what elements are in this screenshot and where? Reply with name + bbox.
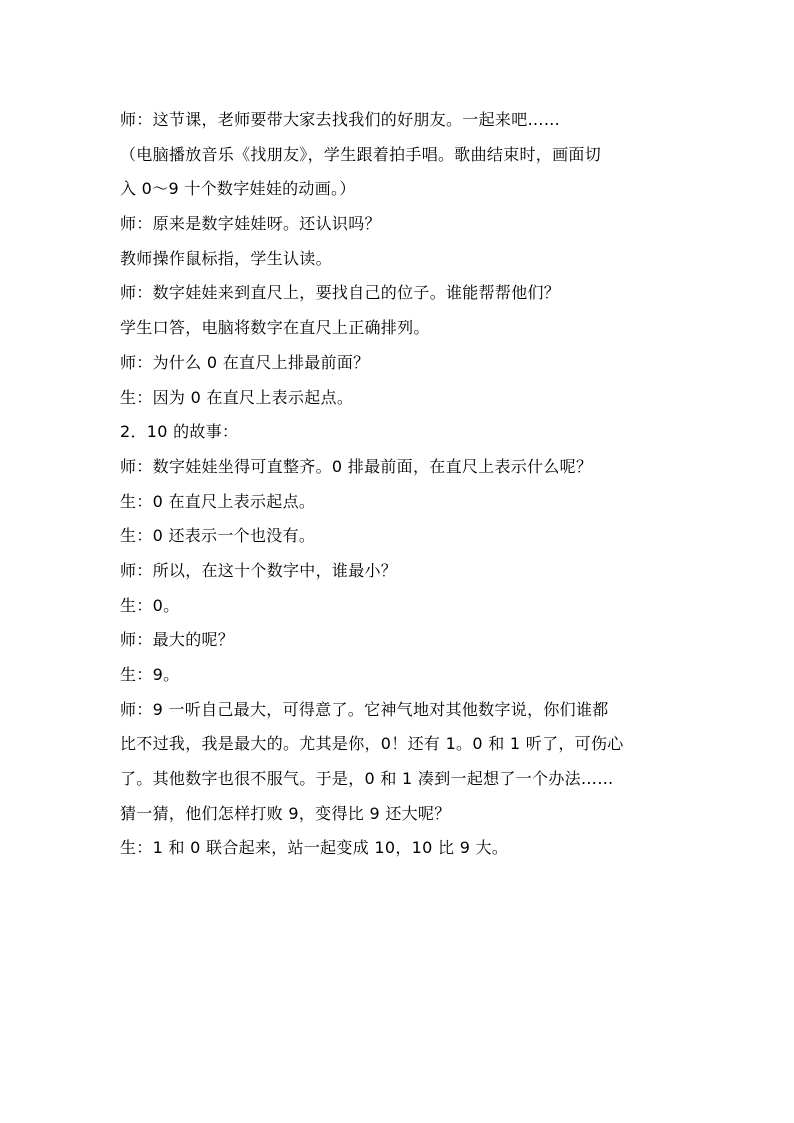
teacher-line: 师：所以，在这十个数字中，谁最小？	[120, 560, 398, 580]
student-line: 生：0 在直尺上表示起点。	[120, 491, 316, 511]
teacher-story-line-4: 猜一猜，他们怎样打败 9，变得比 9 还大呢？	[120, 803, 451, 823]
narration-line: 学生口答，电脑将数字在直尺上正确排列。	[120, 318, 430, 338]
stage-direction-line-2: 入 0～9 十个数字娃娃的动画。）	[120, 179, 356, 199]
teacher-story-line-3: 了。其他数字也很不服气。于是，0 和 1 凑到一起想了一个办法……	[120, 769, 614, 789]
teacher-line: 师：为什么 0 在直尺上排最前面？	[120, 352, 370, 372]
lesson-transcript	[120, 103, 680, 866]
student-line: 生：0。	[120, 595, 180, 615]
student-line: 生：因为 0 在直尺上表示起点。	[120, 387, 354, 407]
section-heading: 2．10 的故事：	[120, 422, 239, 442]
teacher-intro-line: 师：这节课，老师要带大家去找我们的好朋友。一起来吧……	[120, 110, 561, 129]
teacher-line: 师：数字娃娃坐得可直整齐。0 排最前面，在直尺上表示什么呢？	[120, 456, 593, 476]
stage-direction-line-1: （电脑播放音乐《找朋友》，学生跟着拍手唱。歌曲结束时，画面切	[120, 144, 602, 164]
student-line: 生：1 和 0 联合起来，站一起变成 10，10 比 9 大。	[120, 838, 509, 858]
teacher-line: 师：最大的呢？	[120, 630, 235, 650]
student-line: 生：0 还表示一个也没有。	[120, 526, 316, 546]
student-line: 生：9。	[120, 665, 180, 684]
narration-line: 教师操作鼠标指，学生认读。	[120, 248, 332, 268]
teacher-line: 师：原来是数字娃娃呀。还认识吗？	[120, 214, 381, 234]
teacher-story-line-2: 比不过我，我是最大的。尤其是你，0！还有 1。0 和 1 听了，可伤心	[120, 734, 624, 754]
teacher-line: 师：数字娃娃来到直尺上，要找自己的位子。谁能帮帮他们？	[120, 283, 561, 303]
teacher-story-line-1: 师：9 一听自己最大，可得意了。它神气地对其他数字说，你们谁都	[120, 699, 609, 719]
